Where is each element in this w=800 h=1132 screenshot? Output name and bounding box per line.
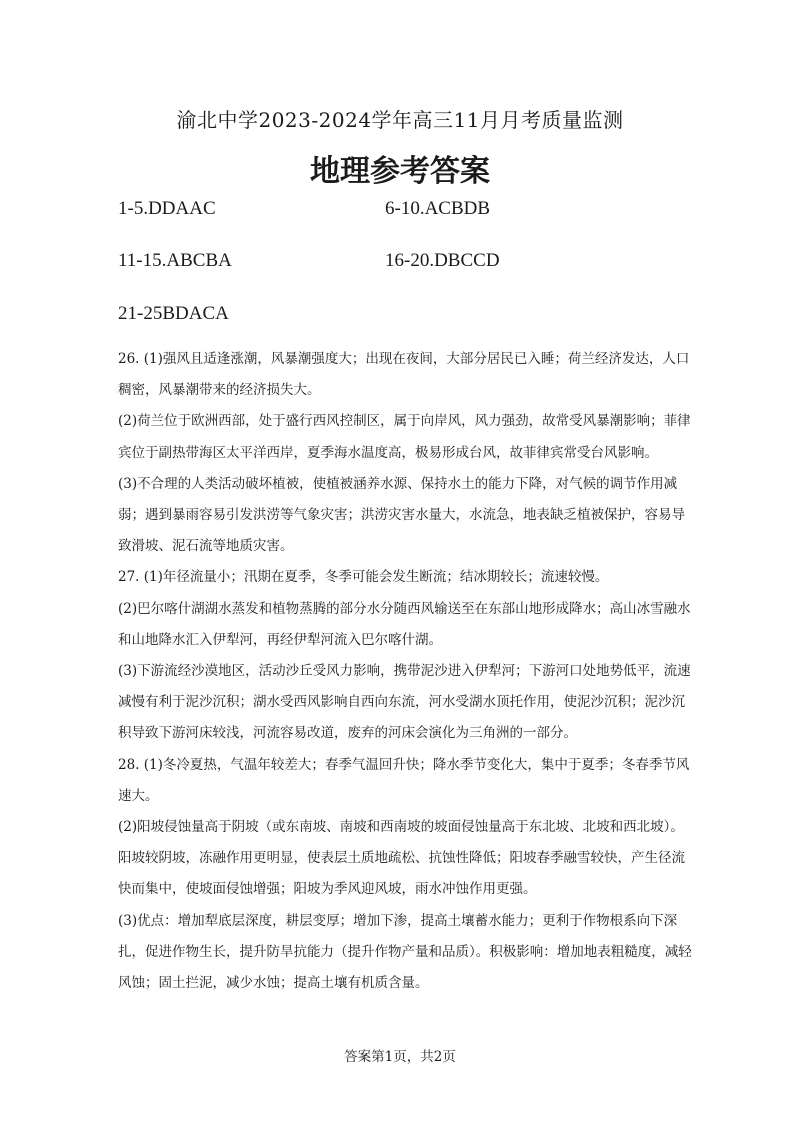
answer-26-3: (3)不合理的人类活动破坏植被，使植被涵养水源、保持水土的能力下降，对气候的调节作用减弱；遇到暴雨容易引发洪涝等气象灾害；洪涝灾害水量大，水流急，地表缺乏植被保护，容易导致滑坡、泥石流等地质灾害。 bbox=[118, 475, 685, 555]
answer-28-2: (2)阳坡侵蚀量高于阴坡（或东南坡、南坡和西南坡的坡面侵蚀量高于东北坡、北坡和西北坡）。阳坡较阴坡，冻融作用更明显，使表层土质地疏松、抗蚀性降低；阳坡春季融雪较快，产生径流快而集中，使坡面侵蚀增强；阳坡为季风迎风坡，雨水冲蚀作用更强。 bbox=[118, 819, 685, 898]
page-title: 渝北中学2023-2024学年高三11月月考质量监测 bbox=[176, 108, 624, 132]
answer-27-2: (2)巴尔喀什湖湖水蒸发和植物蒸腾的部分水分随西风输送至在东部山地形成降水；高山冰雪融水和山地降水汇入伊犁河，再经伊犁河流入巴尔喀什湖。 bbox=[118, 600, 691, 648]
mc-answers-16-20: 16-20.DBCCD bbox=[385, 250, 500, 271]
answer-28-3: (3)优点：增加犁底层深度，耕层变厚；增加下渗，提高土壤蓄水能力；更利于作物根系向下深扎，促进作物生长，提升防旱抗能力（提升作物产量和品质）。积极影响：增加地表粗糙度，减轻风蚀；固土拦泥，减少水蚀；提高土壤有机质含量。 bbox=[118, 912, 692, 992]
mc-answers-6-10: 6-10.ACBDB bbox=[385, 198, 491, 219]
answer-27-1: 27. (1)年径流量小；汛期在夏季，冬季可能会发生断流；结冰期较长；流速较慢。 bbox=[118, 569, 609, 586]
answer-28-1: 28. (1)冬冷夏热，气温年较差大；春季气温回升快；降水季节变化大，集中于夏季；冬春季节风速大。 bbox=[118, 756, 690, 804]
answer-key-title: 地理参考答案 bbox=[310, 154, 490, 189]
mc-answers-21-25: 21-25BDACA bbox=[118, 303, 229, 324]
answer-body bbox=[118, 344, 693, 999]
answer-27-3: (3)下游流经沙漠地区，活动沙丘受风力影响，携带泥沙进入伊犁河；下游河口处地势低平，流速减慢有利于泥沙沉积；湖水受西风影响自西向东流，河水受湖水顶托作用，使泥沙沉积；泥沙沉积导致下游河床较浅，河流容易改道，废弃的河床会演化为三角洲的一部分。 bbox=[118, 663, 691, 742]
mc-answers-11-15: 11-15.ABCBA bbox=[118, 250, 232, 271]
page-footer: 答案第1页，共2页 bbox=[344, 1049, 456, 1065]
answer-26-2: (2)荷兰位于欧洲西部，处于盛行西风控制区，属于向岸风，风力强劲，故常受风暴潮影响；菲律宾位于副热带海区太平洋西岸，夏季海水温度高，极易形成台风，故菲律宾常受台风影响。 bbox=[118, 413, 691, 461]
mc-answers-1-5: 1-5.DDAAC bbox=[118, 198, 216, 219]
answer-26-1: 26. (1)强风且适逢涨潮，风暴潮强度大；出现在夜间，大部分居民已入睡；荷兰经济发达，人口稠密，风暴潮带来的经济损失大。 bbox=[118, 351, 690, 399]
